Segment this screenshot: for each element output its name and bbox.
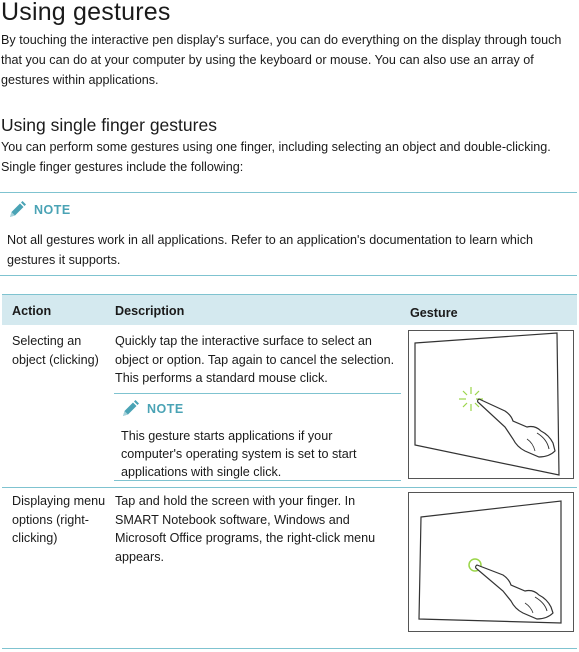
row1-note-text: This gesture starts applications if your computer's operating system is set to start applications with single click. (121, 429, 357, 479)
note-header (8, 201, 71, 219)
pencil-icon (8, 201, 28, 219)
row1-note-label: NOTE (147, 402, 184, 416)
header-description: Description (115, 304, 185, 318)
row2-action: Displaying menu options (right-clicking) (12, 494, 106, 545)
note-label: NOTE (34, 203, 71, 217)
header-action: Action (12, 304, 52, 318)
row-divider (2, 487, 577, 488)
pencil-icon (121, 400, 141, 418)
row1-action: Selecting an object (clicking) (12, 334, 99, 367)
row1-note-box (114, 393, 401, 481)
gesture-table (2, 294, 577, 650)
table-bottom-rule (2, 648, 577, 649)
tap-gesture-illustration (408, 330, 574, 479)
intro-paragraph: By touching the interactive pen display's surface, you can do everything on the display through touch that you can do at your computer by using the keyboard or mouse. You can also use an array of gestures within applications. (1, 33, 562, 87)
note-text: Not all gestures work in all applications. Refer to an application's documentation to learn which gestures it supports. (7, 233, 534, 267)
press-and-hold-gesture-illustration (408, 492, 574, 632)
section-title: Using single finger gestures (1, 115, 217, 135)
section-paragraph: You can perform some gestures using one finger, including selecting an object and double-clicking. Single finger gestures include the following: (1, 140, 551, 174)
row2-description: Tap and hold the screen with your finger. In SMART Notebook software, Windows and Microsoft Office programs, the right-click menu appears. (115, 494, 376, 564)
row1-note-header (121, 400, 184, 418)
header-gesture: Gesture (410, 306, 458, 320)
page-title: Using gestures (1, 0, 171, 26)
row1-description: Quickly tap the interactive surface to select an object or option. Tap again to cancel the selection. This performs a standard mouse click. (115, 334, 395, 385)
table-header (2, 294, 577, 325)
note-box (0, 192, 577, 276)
